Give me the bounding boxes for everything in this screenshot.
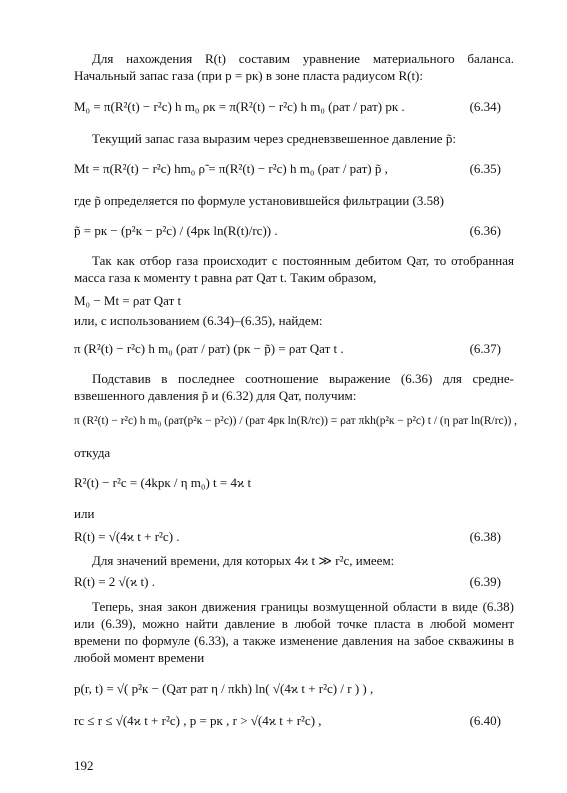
equation-6-36: p̃ = pк − (p²к − p²с) / (4pк ln(R(t)/rс)) .	[74, 223, 278, 238]
equation-6-34: M₀ = π(R²(t) − r²с) h m₀ ρк = π(R²(t) − r²с) h m₀ (ρат / pат) pк .	[74, 99, 405, 114]
equation-6-39: R(t) = 2 √(ϰ t) .	[74, 574, 155, 589]
equation-radius-squared: R²(t) − r²с = (4kpк / η m₀) t = 4ϰ t	[74, 475, 252, 490]
equation-number: (6.38)	[469, 529, 501, 544]
equation-6-35: Mt = π(R²(t) − r²с) hm₀ ρ̃ = π(R²(t) − r²с) h m₀ (ρат / pат) p̃ ,	[74, 161, 388, 176]
equation-mass-balance: M₀ − Mt = ρат Qат t	[74, 293, 182, 308]
paragraph-current-reserve: Текущий запас газа выразим через средневзвешенное давление p̃:	[92, 131, 456, 146]
paragraph-or: или	[74, 506, 95, 521]
equation-number: (6.40)	[469, 713, 501, 728]
paragraph-intro: Для нахождения R(t) составим уравнение материального баланса. Начальный запас газа (при p = pк) в зоне пласта радиусом R(t):	[74, 51, 514, 83]
equation-pressure: p(r, t) = √( p²к − (Qат pат η / πkh) ln( √(4ϰ t + r²с) / r ) ) ,	[74, 681, 374, 696]
paragraph-time-values: Для значений времени, для которых 4ϰ t ≫ r²с, имеем:	[92, 553, 395, 568]
equation-number: (6.36)	[469, 223, 501, 238]
paragraph-now-knowing: Теперь, зная закон движения границы возмущенной области в виде (6.38) или (6.39), можно найти давление в любой точке пласта в любой момент времени по формуле (6.33), а также изменение давления на забое скважины в любой момент времени	[74, 599, 514, 665]
equation-6-37: π (R²(t) − r²с) h m₀ (ρат / pат) (pк − p̃) = ρат Qат t .	[74, 341, 344, 356]
paragraph-constant-rate: Так как отбор газа происходит с постоянным дебитом Qат, то отобранная масса газа к моменту t равна ρат Qат t. Таким образом,	[74, 253, 514, 285]
equation-substituted: π (R²(t) − r²с) h m₀ (ρат(p²к − p²с)) / (pат 4pк ln(R/rс)) = ρат πkh(p²к − p²с) t / (η pат ln(R/rс)) ,	[74, 415, 518, 427]
paragraph-substituting: Подставив в последнее соотношение выражение (6.36) для средневзвешенного давления p̃ и (6.32) для Qат, получим:	[74, 371, 514, 403]
equation-number: (6.37)	[469, 341, 501, 356]
equation-number: (6.34)	[469, 99, 501, 114]
page-number: 192	[74, 758, 94, 773]
equation-number: (6.35)	[469, 161, 501, 176]
equation-6-38: R(t) = √(4ϰ t + r²с) .	[74, 529, 180, 544]
paragraph-where: где p̃ определяется по формуле установившейся фильтрации (3.58)	[74, 193, 444, 208]
paragraph-using: или, с использованием (6.34)–(6.35), найдем:	[74, 313, 323, 328]
equation-number: (6.39)	[469, 574, 501, 589]
equation-6-40-conditions: rс ≤ r ≤ √(4ϰ t + r²с) , p = pк , r > √(4ϰ t + r²с) ,	[74, 713, 322, 728]
paragraph-whence: откуда	[74, 445, 111, 460]
